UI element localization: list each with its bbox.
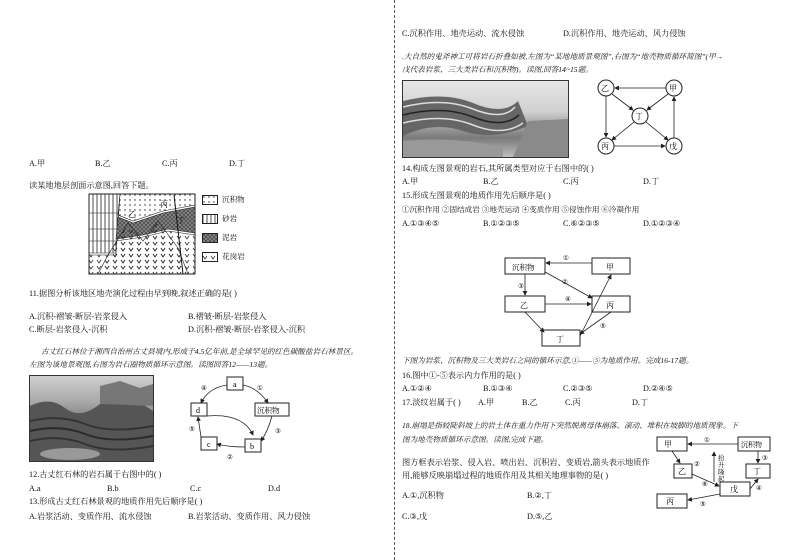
q16-stem: 16.图中①-⑤表示内力作用的是( ) (402, 371, 521, 380)
cycle3-arrow-2: ② (562, 279, 568, 286)
cycle3-box-sediment: 沉积物 (512, 263, 535, 272)
cycle1-arrow-3: ③ (275, 428, 281, 435)
q11-option-b: B.褶皱-断层-岩浆侵入 (188, 312, 267, 321)
q17-stem: 17.淡纹岩属于( ) (402, 398, 461, 407)
cycle3-arrow-4: ④ (565, 296, 571, 303)
q10-option-a: A.甲 (29, 159, 46, 168)
cycle2-node-yi: 乙 (601, 84, 609, 93)
q18-option-a: A.①,沉积物 (402, 491, 444, 500)
cycle4-arrow-3: ③ (762, 455, 768, 462)
q12-stem: 12.古丈红石林的岩石属于右图中的( ) (29, 470, 162, 479)
cycle4-arrow-5: ⑤ (700, 501, 706, 508)
q10-option-c: C.丙 (162, 159, 178, 168)
cycle3-box-bing: 丙 (606, 301, 614, 310)
cycle2-node-bing: 丙 (601, 142, 609, 151)
cycle1-arrow-4: ④ (201, 385, 207, 392)
q17-option-c: C.丙 (565, 398, 581, 407)
cycle2-node-wu: 戊 (669, 142, 677, 151)
cycle3-box-jia: 甲 (606, 263, 614, 272)
q18-text-line1: 图方框表示岩浆、侵入岩、喷出岩、沉积岩、变质岩,箭头表示地质作 (402, 458, 650, 467)
q12-option-c: C.c (190, 484, 202, 493)
passage-collapse-1: 18.崩塌是指较陡斜坡上的岩土体在重力作用下突然脱离母体崩落、滚动、堆积在坡脚的地质现象。下 (402, 421, 739, 430)
stone-forest-photo (29, 375, 154, 462)
q14-option-b: B.乙 (483, 177, 499, 186)
cycle3-box-ding: 丁 (556, 335, 564, 344)
cycle4-arrow-2: ② (694, 461, 700, 468)
q13-stem: 13.形成古丈红石林景观的地质作用先后顺序是( ) (29, 497, 203, 506)
rock-cycle-diagram-4 (654, 434, 774, 514)
q11-option-c: C.断层-岩浆侵入-沉积 (29, 325, 108, 334)
cycle4-box-ding: 丁 (753, 467, 761, 476)
strata-label-ding: 丁 (177, 216, 185, 225)
q15-stem: 15.形成左图景观的地质作用先后顺序是( ) (402, 191, 551, 200)
q18-option-b: B.②,丁 (527, 491, 553, 500)
cycle4-uplift-2: 升 (718, 462, 725, 469)
cycle2-node-ding: 丁 (635, 112, 643, 121)
cycle1-box-b: b (250, 442, 254, 451)
q15-items: ①沉积作用 ②固结成岩 ③地壳运动 ④变质作用 ⑤侵蚀作用 ⑥冷凝作用 (402, 205, 640, 214)
q16-option-c: C.②③⑤ (563, 384, 593, 393)
legend-swatches (202, 195, 218, 265)
q15-option-c: C.⑥②③⑤ (563, 219, 600, 228)
cycle1-box-sediment: 沉积物 (257, 406, 280, 415)
q11-option-d: D.沉积-褶皱-断层-岩浆侵入-沉积 (188, 325, 306, 334)
q13-option-d: D.沉积作用、地壳运动、风力侵蚀 (563, 29, 686, 38)
q14-option-c: C.丙 (563, 177, 579, 186)
cycle3-arrow-5: ⑤ (600, 323, 606, 330)
rock-cycle-diagram-1 (183, 373, 293, 463)
cycle4-arrow-4: ④ (756, 485, 762, 492)
q14-option-d: D.丁 (643, 177, 660, 186)
q18-text-line2: 用,能够反映崩塌过程的地质作用及其相关地理事物的是( ) (402, 471, 609, 480)
q12-option-a: A.a (29, 484, 41, 493)
q18-option-c: C.③,戊 (402, 512, 428, 521)
passage-hongshilin-2: 左图为该地景观图,右图为岩石圈物质循环示意图。读图回答12——13题。 (29, 360, 273, 369)
cycle4-arrow-6: ⑥ (702, 481, 708, 488)
cycle2-node-jia: 甲 (669, 84, 677, 93)
passage-collapse-2: 图为地壳物质循环示意图。读图,完成下题。 (402, 435, 549, 444)
q13-option-c: C.沉积作用、地壳运动、流水侵蚀 (402, 29, 525, 38)
cycle4-uplift-1: 抬 (718, 455, 725, 462)
q17-option-d: D.丁 (632, 398, 649, 407)
cycle1-box-a: a (233, 380, 237, 389)
q14-stem: 14.构成左图景观的岩石,其所属类型对应于右图中的( ) (402, 164, 594, 173)
passage-cycle-16-17: 下图为岩浆、沉积物及三大类岩石之间的循环示意,①——⑤为地质作用。完成16-17题。 (402, 356, 694, 365)
legend-granite: 花岗岩 (222, 252, 245, 261)
q17-option-a: A.甲 (478, 398, 495, 407)
column-divider (394, 0, 395, 560)
cycle3-arrow-3: ③ (518, 283, 524, 290)
cycle3-arrow-1: ① (563, 255, 569, 262)
rock-cycle-diagram-3 (500, 252, 635, 350)
passage-fold-1: .大自然的鬼斧神工可将岩石折叠如被,左图为“某地地质景观图”,右图为“地壳物质循环简图”(甲→ (402, 52, 724, 61)
cycle4-box-jia: 甲 (664, 440, 672, 449)
cycle1-arrow-1: ① (257, 385, 263, 392)
cycle4-uplift-4: 起 (718, 476, 725, 483)
cycle4-box-bing: 丙 (666, 497, 674, 506)
legend-sediment: 沉积物 (222, 195, 245, 204)
passage-hongshilin-1: 古丈红石林位于湘西自治州古丈县境内,形成于4.5亿年前,是全球罕见的红色碳酸盐岩石林景区。 (41, 347, 359, 356)
legend-mudstone: 泥岩 (222, 233, 238, 242)
folded-rock-photo (402, 80, 569, 158)
q15-option-d: D.①②③④ (643, 219, 681, 228)
strata-label-bing: 丙 (160, 200, 168, 209)
q13-option-a: A.岩浆活动、变质作用、流水侵蚀 (29, 512, 152, 521)
q11-option-a: A.沉积-褶皱-断层-岩浆侵入 (29, 312, 128, 321)
q15-option-b: B.①②③⑤ (483, 219, 520, 228)
q14-option-a: A.甲 (402, 177, 419, 186)
cycle1-arrow-5: ⑤ (189, 426, 195, 433)
q12-option-b: B.b (107, 484, 119, 493)
passage-fold-2: 戊代表岩浆、三大类岩石和沉积物)。读图,回答14~15题。 (402, 65, 593, 74)
q17-option-b: B.乙 (522, 398, 538, 407)
cycle4-uplift-3: 隆 (718, 469, 725, 476)
q16-option-a: A.①②④ (402, 384, 432, 393)
cycle3-box-yi: 乙 (520, 301, 528, 310)
q12-option-d: D.d (268, 484, 281, 493)
q10-option-d: D.丁 (229, 159, 246, 168)
q18-option-d: D.⑤,乙 (527, 512, 553, 521)
cycle4-arrow-1: ① (704, 437, 710, 444)
q15-option-a: A.①③④⑤ (402, 219, 440, 228)
cycle4-box-wu: 戊 (730, 485, 738, 494)
q11-stem: 11.据图分析该地区地壳演化过程由早到晚,叙述正确的是( ) (29, 289, 237, 298)
cycle1-arrow-2: ② (227, 454, 233, 461)
legend-sandstone: 砂岩 (222, 214, 238, 223)
strata-label-yi: 乙 (128, 210, 136, 219)
cycle4-box-yi: 乙 (678, 467, 686, 476)
q13-option-b: B.岩浆活动、变质作用、风力侵蚀 (188, 512, 311, 521)
cycle1-box-c: c (207, 440, 211, 449)
cycle1-box-d: d (196, 406, 200, 415)
q16-option-d: D.②④⑤ (643, 384, 673, 393)
strata-intro: 读某地地层剖面示意图,回答下题。 (29, 181, 154, 190)
strata-profile-diagram (88, 193, 196, 275)
rock-cycle-diagram-2 (588, 76, 698, 162)
q16-option-b: B.①③④ (483, 384, 513, 393)
cycle4-box-sediment: 沉积物 (741, 441, 762, 449)
q10-option-b: B.乙 (95, 159, 111, 168)
